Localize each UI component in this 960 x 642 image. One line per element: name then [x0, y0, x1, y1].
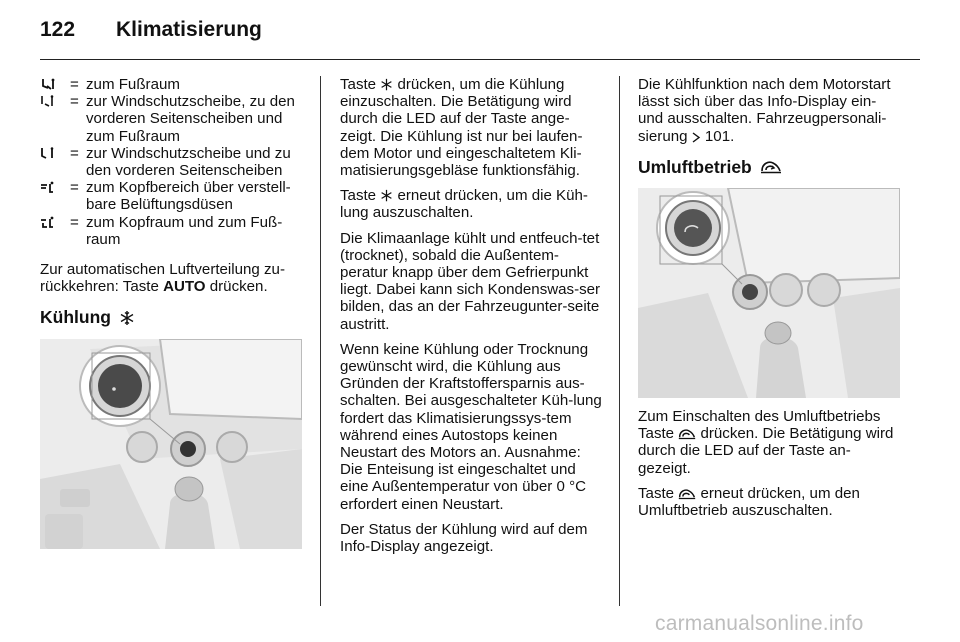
legend-text: zum Kopfbereich über verstell-bare Belüftungsdüsen — [86, 179, 291, 214]
cooling-button-figure — [40, 339, 302, 549]
legend-equals: = — [70, 76, 79, 93]
recirculation-heading: Umluftbetrieb — [638, 159, 902, 176]
windscreen-airflow-icon — [40, 93, 70, 110]
auto-key-label: AUTO — [163, 278, 206, 296]
legend-equals: = — [70, 93, 79, 111]
page-reference-icon — [692, 132, 701, 143]
windscreen-side-airflow-icon — [40, 145, 70, 162]
cooling-paragraph: Die Klimaanlage kühlt und entfeuch-tet (trocknet), sobald die Außentem-peratur knapp über dem Gefrierpunkt liegt. Dabei kann sich Kondenswas-ser bilden, das an der Fahrzeugunter-seite austritt. — [340, 229, 601, 333]
head-foot-airflow-icon — [40, 214, 70, 231]
recirculation-icon — [678, 428, 696, 440]
snowflake-icon — [380, 189, 393, 202]
column-middle — [340, 76, 604, 563]
legend-equals: = — [70, 213, 79, 231]
cooling-paragraph: Der Status der Kühlung wird auf dem Info-Display angezeigt. — [340, 520, 588, 556]
cooling-heading: Kühlung — [40, 309, 302, 326]
legend-text: zur Windschutzscheibe, zu den vorderen Seitenscheiben und zum Fußraum — [86, 93, 295, 145]
column-right — [638, 76, 902, 527]
column-divider — [320, 76, 321, 606]
legend-row — [40, 145, 302, 179]
page-reference: 101. — [704, 127, 735, 145]
footwell-airflow-icon — [40, 76, 70, 93]
recirculation-button-figure — [638, 188, 900, 398]
legend-row — [40, 93, 302, 145]
legend-row — [40, 179, 302, 213]
legend-equals: = — [70, 144, 79, 162]
legend-text: zum Kopfraum und zum Fuß-raum — [86, 213, 283, 248]
recirculation-paragraph: Taste erneut drücken, um den Umluftbetrieb auszuschalten. — [638, 484, 860, 520]
head-airflow-icon — [40, 179, 70, 196]
snowflake-icon — [119, 310, 135, 326]
auto-instruction: Zur automatischen Luftverteilung zu-rückkehren: Taste AUTO drücken. — [40, 261, 285, 296]
snowflake-icon — [380, 78, 393, 91]
column-left — [40, 76, 302, 559]
chapter-title: Klimatisierung — [116, 18, 262, 41]
watermark: carmanualsonline.info — [655, 612, 864, 635]
header-rule — [40, 59, 920, 60]
legend-row — [40, 76, 302, 93]
cooling-paragraph: Taste drücken, um die Kühlung einzuschalten. Die Betätigung wird durch die LED auf der Taste ange-zeigt. Die Kühlung ist nur bei laufen-dem Motor und eingeschaltetem Kli-matisierungsgebläse funktionsfähig. — [340, 76, 583, 180]
recirculation-icon — [760, 160, 782, 174]
column-divider — [619, 76, 620, 606]
recirculation-icon — [678, 488, 696, 500]
cooling-startup-paragraph: Die Kühlfunktion nach dem Motorstart lässt sich über das Info-Display ein- und ausschalten. Fahrzeugpersonali-sierung 101. — [638, 76, 891, 145]
cooling-paragraph: Wenn keine Kühlung oder Trocknung gewünscht wird, die Kühlung aus Gründen der Kraftstoffersparnis aus-schalten. Bei ausgeschalteter Küh-lung fordert das Klimatisierungssys-tem während eines Autostops keinen Neustart des Motors an. Ausnahme: Die Enteisung ist eingeschaltet und eine Außentemperatur von über 0 °C erfordert einen Neustart. — [340, 340, 602, 513]
cooling-paragraph: Taste erneut drücken, um die Küh-lung auszuschalten. — [340, 187, 588, 222]
page-number: 122 — [40, 18, 76, 41]
recirculation-paragraph: Zum Einschalten des Umluftbetriebs Taste drücken. Die Betätigung wird durch die LED auf der Taste an-gezeigt. — [638, 408, 894, 477]
legend-text: zum Fußraum — [86, 76, 180, 93]
legend-row — [40, 214, 302, 248]
legend-text: zur Windschutzscheibe und zu den vorderen Seitenscheiben — [86, 144, 291, 180]
legend-equals: = — [70, 179, 79, 197]
